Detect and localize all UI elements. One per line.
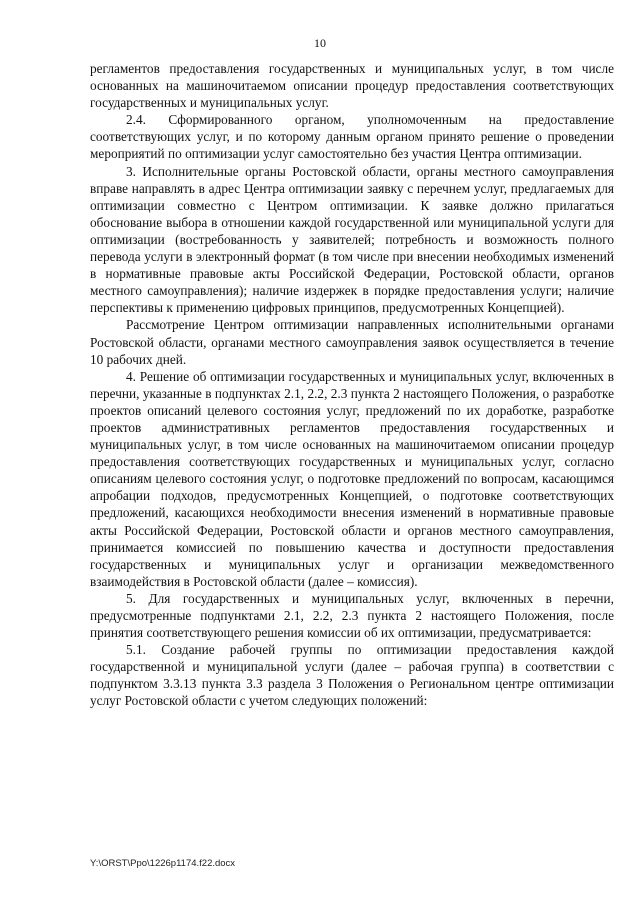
paragraph-3: 3. Исполнительные органы Ростовской области, органы местного самоуправления вправе направлять в адрес Центра оптимизации заявку с перечнем услуг, предлагаемых для оптимизации совместно с Центром оптимизации. К заявке должно прилагаться обоснование выбора в отношении каждой государственной или муниципальной услуги для оптимизации (востребованность у заявителей; потребность и возможность полного перевода услуги в электронный формат (в том числе при внесении необходимых изменений в нормативные правовые акты Российской Федерации, Ростовской области, органов местного самоуправления); наличие издержек в порядке предоставления услуги; наличие перспективы к применению цифровых принципов, предусмотренных Концепцией). (90, 163, 614, 316)
paragraph-3-review: Рассмотрение Центром оптимизации направленных исполнительными органами Ростовской области, органами местного самоуправления заявок осуществляется в течение 10 рабочих дней. (90, 317, 614, 367)
paragraph-4: 4. Решение об оптимизации государственных и муниципальных услуг, включенных в перечни, указанные в подпунктах 2.1, 2.2, 2.3 пункта 2 настоящего Положения, о разработке проектов описаний целевого состояния услуг, предложений по их доработке, разработке проектов административных регламентов предоставления государственных и муниципальных услуг, в том числе основанных на машиночитаемом описании процедур предоставления соответствующих государственных и муниципальных услуг, согласно описаниям целевого состояния услуг, о подготовке предложений по вопросам, касающимся апробации подходов, предусмотренных Концепцией, о подготовке соответствующих предложений, касающихся необходимости внесения изменений в нормативные правовые акты Российской Федерации, Ростовской области и органов местного самоуправления, принимается комиссией по повышению качества и доступности предоставления государственных и муниципальных услуг и организации межведомственного взаимодействия в Ростовской области (далее – комиссия). (90, 368, 614, 589)
document-body (90, 60, 614, 710)
paragraph-continuation: регламентов предоставления государственных и муниципальных услуг, в том числе основанных на машиночитаемом описании процедур предоставления соответствующих государственных и муниципальных услуг. (90, 61, 614, 111)
paragraph-5: 5. Для государственных и муниципальных услуг, включенных в перечни, предусмотренные подпунктами 2.1, 2.2, 2.3 пункта 2 настоящего Положения, после принятия соответствующего решения комиссии об их оптимизации, предусматривается: (90, 590, 614, 641)
page-number: 10 (314, 36, 326, 50)
paragraph-5-1: 5.1. Создание рабочей группы по оптимизации предоставления каждой государственной и муниципальной услуги (далее – рабочая группа) в соответствии с подпунктом 3.3.13 пункта 3.3 раздела 3 Положения о Региональном центре оптимизации услуг Ростовской области с учетом следующих положений: (90, 642, 614, 709)
footer-file-path: Y:\ORST\Ppo\1226p1174.f22.docx (90, 858, 236, 869)
paragraph-2-4: 2.4. Сформированного органом, уполномоченным на предоставление соответствующих услуг, и по которому данным органом принято решение о проведении мероприятий по оптимизации услуг самостоятельно без участия Центра оптимизации. (90, 112, 614, 162)
